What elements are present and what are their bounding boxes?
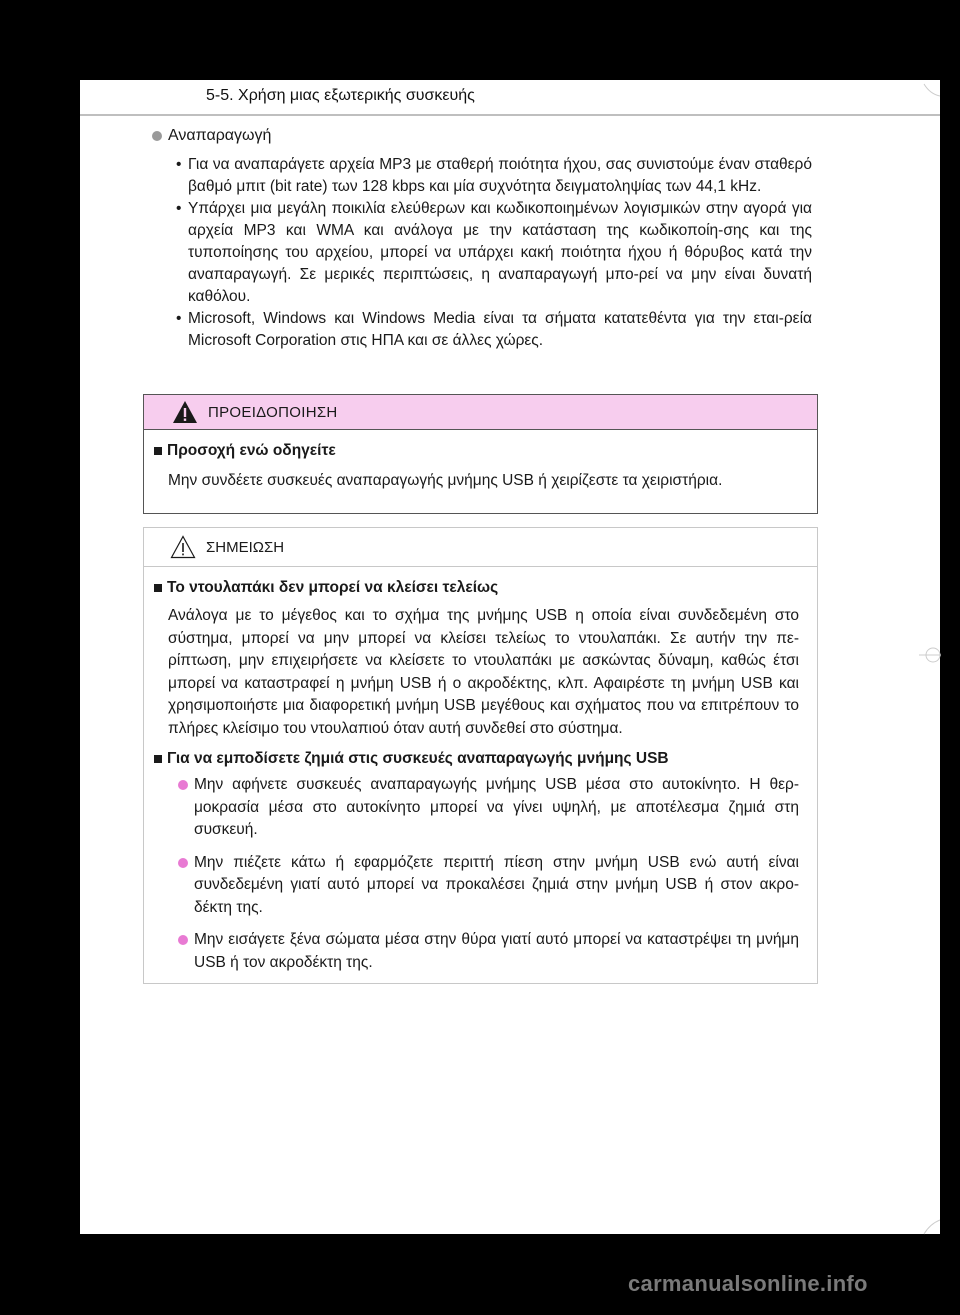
note-list-item-text: Μην αφήνετε συσκευές αναπαραγωγής μνήμης USB μέσα στο αυτοκίνητο. Η θερ-μοκρασία μέσα στο αυτοκίνητο μπορεί να γίνει υψηλή, με αποτέλεσμα ζημιά στη συσκευή.	[194, 776, 799, 838]
warning-title: ΠΡΟΕΙΔΟΠΟΙΗΣΗ	[208, 403, 338, 421]
playback-heading	[152, 127, 271, 145]
pink-bullet-icon	[178, 780, 188, 790]
square-bullet-icon	[154, 584, 162, 592]
note-box	[143, 527, 818, 984]
note-section2-title-text: Για να εμποδίσετε ζημιά στις συσκευές αναπαραγωγής μνήμης USB	[167, 750, 669, 767]
note-section1-title	[154, 579, 799, 597]
warning-title-bar	[144, 395, 817, 430]
square-bullet-icon	[154, 447, 162, 455]
warning-subtitle-text: Προσοχή ενώ οδηγείτε	[167, 442, 336, 459]
square-bullet-icon	[154, 755, 162, 763]
gray-bullet-icon	[152, 131, 162, 141]
warning-box	[143, 394, 818, 514]
warning-text: Μην συνδέετε συσκευές αναπαραγωγής μνήμης USB ή χειρίζεστε τα χειριστήρια.	[168, 472, 723, 489]
warning-triangle-icon	[172, 400, 198, 424]
warning-body	[144, 430, 817, 493]
note-list-item	[178, 774, 799, 842]
note-title-bar	[144, 528, 817, 567]
note-body	[144, 567, 817, 974]
warning-subtitle	[154, 442, 817, 460]
note-section2-list	[178, 774, 799, 974]
note-list-item	[178, 852, 799, 920]
pink-bullet-icon	[178, 858, 188, 868]
note-list-item	[178, 929, 799, 974]
chapter-title: 5-5. Χρήση μιας εξωτερικής συσκευής	[206, 87, 475, 104]
playback-bullet: • Υπάρχει μια μεγάλη ποικιλία ελεύθερων και κωδικοποιημένων λογισμικών στην αγορά για αρχεία MP3 και WMA και ανάλογα με την κατάσταση της κωδικοποίη-σης και της τυποποίησης του αρχείου, μπορεί να υπάρχει κακή ποιότητα ήχου ή θόρυβος κατά την αναπαραγωγή. Σε μερικές περιπτώσεις, η αναπαραγωγή μπο-ρεί να μην είναι δυνατή καθόλου.	[176, 198, 812, 308]
note-section2-title	[154, 750, 799, 768]
pink-bullet-icon	[178, 935, 188, 945]
playback-bullet-list	[176, 154, 812, 352]
playback-heading-text: Αναπαραγωγή	[168, 127, 272, 144]
note-section1-text: Ανάλογα με το μέγεθος και το σχήμα της μνήμης USB η οποία είναι συνδεδεμένη στο σύστημα, μπορεί να μην μπορεί να κλείσει τελείως το ντουλαπάκι. Σε αυτήν την πε-ρίπτωση, μην επιχειρήσετε να κλείσετε το ντουλαπάκι με ασκώντας δύναμη, καθώς έτσι μπορεί να καταστραφεί η μνήμη USB ή ο ακροδέκτης, κλπ. Αφαιρέστε τη μνήμη USB και χρησιμοποιήστε μια διαφορετική μνήμη USB μεγέθους και σχήματος που να επιτρέπουν το πλήρες κλείσιμο του ντουλαπιού όταν αυτή συνδεθεί στο σύστημα.	[168, 607, 799, 737]
note-title: ΣΗΜΕΙΩΣΗ	[206, 538, 285, 556]
note-list-item-text: Μην εισάγετε ξένα σώματα μέσα στην θύρα γιατί αυτό μπορεί να καταστρέψει τη μνήμη USB ή τον ακροδέκτη της.	[194, 931, 799, 971]
crop-mark-icon	[922, 1218, 940, 1236]
registration-mark-icon	[919, 640, 941, 670]
crop-mark-icon	[922, 82, 940, 98]
note-list-item-text: Μην πιέζετε κάτω ή εφαρμόζετε περιττή πίεση στην μνήμη USB ενώ αυτή είναι συνδεδεμένη γιατί αυτό μπορεί να προκαλέσει ζημιά στην μνήμη USB ή στον ακρο-δέκτη της.	[194, 853, 799, 916]
caution-outline-icon	[170, 535, 196, 559]
watermark-text: carmanualsonline.info	[628, 1271, 868, 1296]
manual-page	[80, 80, 940, 1234]
playback-bullet: • Για να αναπαράγετε αρχεία MP3 με σταθερή ποιότητα ήχου, σας συνιστούμε έναν σταθερό βαθμό μπιτ (bit rate) των 128 kbps και μία συχνότητα δειγματοληψίας των 44,1 kHz.	[176, 154, 812, 198]
note-section1-title-text: Το ντουλαπάκι δεν μπορεί να κλείσει τελείως	[167, 579, 499, 596]
playback-bullet: • Microsoft, Windows και Windows Media είναι τα σήματα κατατεθέντα για την εται-ρεία Microsoft Corporation στις ΗΠΑ και σε άλλες χώρες.	[176, 308, 812, 352]
page-header	[80, 80, 940, 116]
